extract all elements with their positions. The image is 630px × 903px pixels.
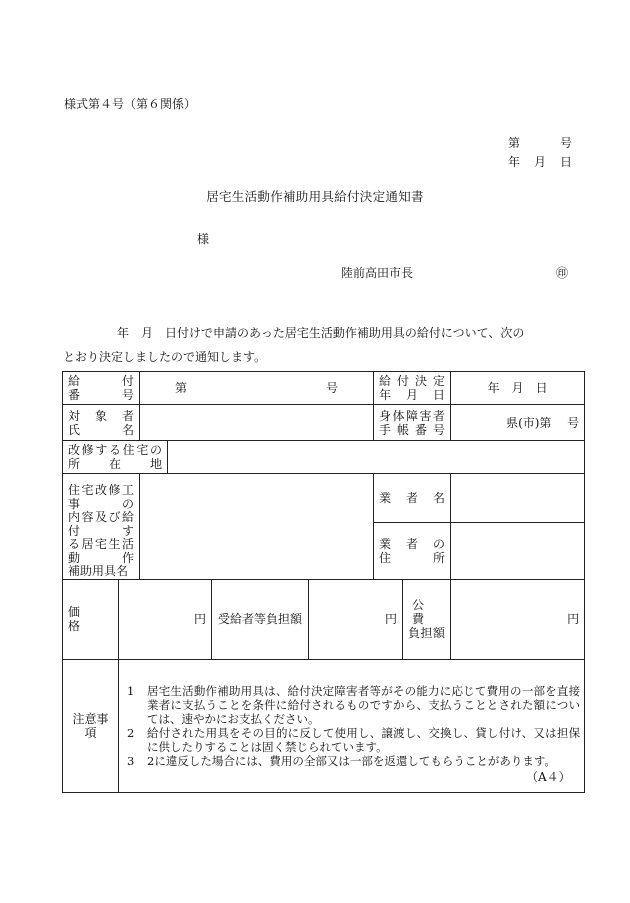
date-year: 年 [508,155,521,169]
subject-label: 対 象 者 氏 名 [63,405,140,441]
price-unit: 円 [194,612,207,626]
paper-size-label: （A４） [526,770,571,784]
intro-line-2: とおり決定しましたので通知します。 [63,350,267,364]
handbook-number-value[interactable]: 県(市)第 号 [451,405,585,441]
intro-line-1: 年 月 日付けで申請のあった居宅生活動作補助用具の給付について、次の [117,326,525,340]
benefit-number-label: 給 付 番 号 [63,372,140,405]
form-number-label: 様式第４号（第６関係） [64,97,197,111]
note-item-1: 1 居宅生活動作補助用具は、給付決定障害者等がその能力に応じて費用の一部を直接業者に支払うことを条件に給付されるものですから、支払うこととされた額については、速やかにお支払ください。 [127,683,581,726]
notes-list [119,659,585,792]
house-address-label: 改修する住宅の 所 在 地 [63,441,168,474]
addressee-suffix: 様 [197,232,210,246]
contractor-name-value[interactable] [451,474,585,523]
contractor-address-label: 業 者 の 住 所 [374,523,451,579]
document-date [508,155,572,169]
burden-value[interactable] [309,579,403,659]
benefit-number-value[interactable]: 第 号 [140,372,374,405]
notes-label: 注意事 項 [63,659,119,792]
issuer-name: 陸前高田市長 [341,266,414,280]
number-suffix: 号 [559,136,572,150]
public-unit: 円 [567,612,580,626]
document-number [508,136,572,150]
contractor-name-label: 業 者 名 [374,474,451,523]
burden-label: 受給者等負担額 [212,579,309,659]
work-content-value[interactable] [140,474,374,580]
price-value[interactable] [119,579,212,659]
decision-form-table [62,371,585,793]
decision-date-value[interactable]: 年 月 日 [451,372,585,405]
subject-name-value[interactable] [140,405,374,441]
date-day: 日 [559,155,572,169]
contractor-address-value[interactable] [451,523,585,579]
house-address-value[interactable] [168,441,585,474]
document-title: 居宅生活動作補助用具給付決定通知書 [206,189,424,204]
note-item-3: 3 2に違反した場合には、費用の全部又は一部を返還してもらうことがあります。 [127,753,556,768]
date-month: 月 [533,155,546,169]
work-content-label: 住宅改修工事の 内容及び給付す る居宅生活動作 補助用具名 [63,474,140,580]
price-label: 価 格 [63,579,119,659]
number-prefix: 第 [508,136,521,150]
public-burden-value[interactable] [451,579,585,659]
handbook-label: 身体障害者 手帳番号 [374,405,451,441]
seal-mark: ㊞ [556,266,569,280]
decision-date-label: 給付決定 年 月 日 [374,372,451,405]
burden-unit: 円 [385,612,398,626]
public-burden-label: 公 費 負担額 [403,579,451,659]
note-item-2: 2 給付された用具をその目的に反して使用し、譲渡し、交換し、貸し付け、又は担保に供したりすることは固く禁じられています。 [127,725,581,754]
